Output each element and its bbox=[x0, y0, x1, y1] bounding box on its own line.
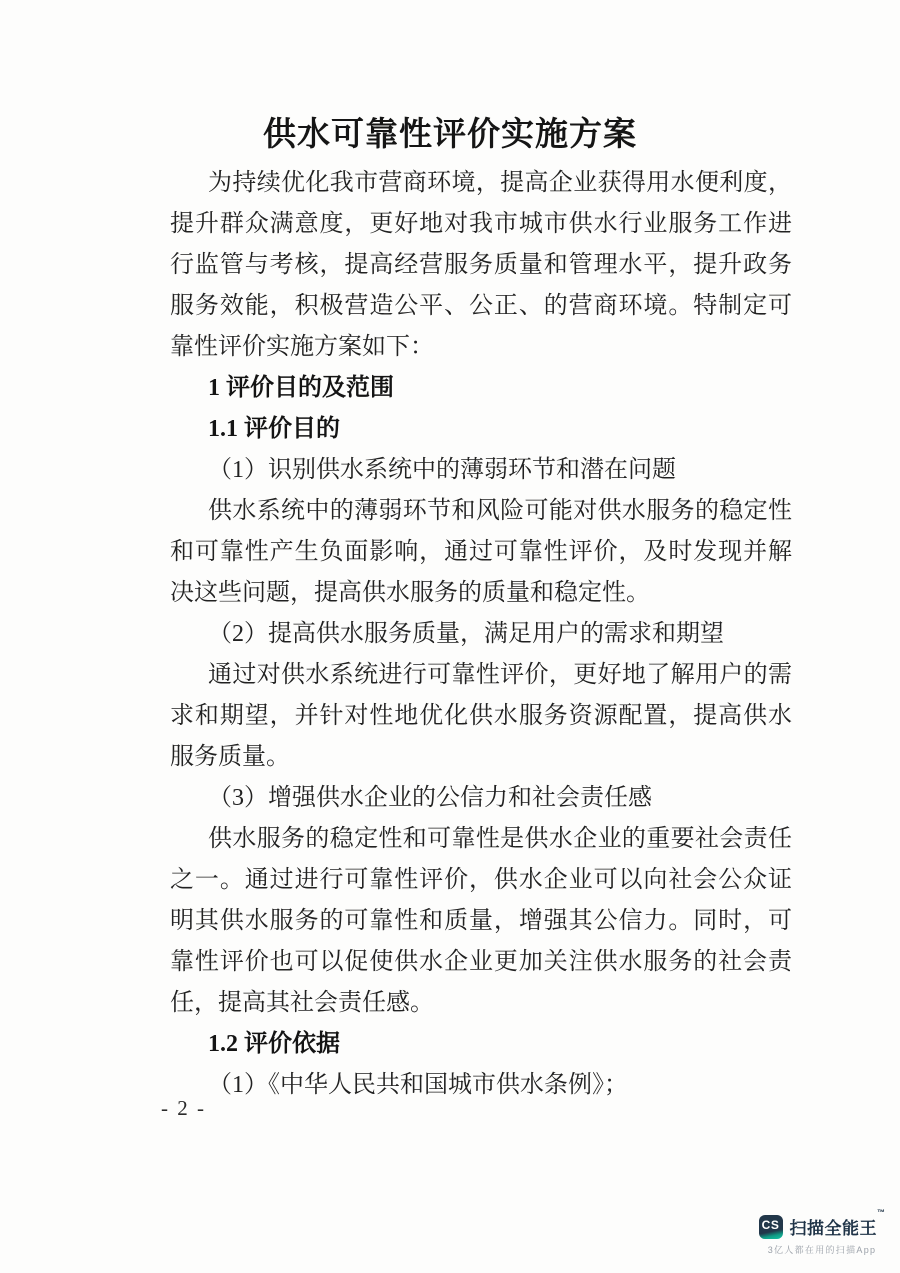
watermark-brand-row bbox=[759, 1208, 886, 1239]
list-item-basis-1: （1）《中华人民共和国城市供水条例》； bbox=[208, 1072, 628, 1098]
watermark-app-name-text: 扫描全能王 bbox=[789, 1219, 877, 1238]
document-body bbox=[170, 163, 792, 1106]
watermark-tagline: 3亿人都在用的扫描App bbox=[767, 1245, 877, 1255]
camscanner-logo-icon: CS bbox=[759, 1215, 783, 1239]
camscanner-watermark bbox=[759, 1208, 886, 1256]
paragraph-purpose-2: 通过对供水系统进行可靠性评价，更好地了解用户的需求和期望，并针对性地优化供水服务资源配置，提高供水服务质量。 bbox=[170, 662, 792, 770]
watermark-app-name bbox=[789, 1208, 886, 1239]
list-item-purpose-2: （2）提高供水服务质量，满足用户的需求和期望 bbox=[208, 621, 724, 647]
paragraph-intro: 为持续优化我市营商环境，提高企业获得用水便利度，提升群众满意度，更好地对我市城市供水行业服务工作进行监管与考核，提高经营服务质量和管理水平，提升政务服务效能，积极营造公平、公正、的营商环境。特制定可靠性评价实施方案如下： bbox=[170, 170, 792, 360]
heading-section-1-1: 1.1 评价目的 bbox=[208, 416, 340, 442]
paragraph-purpose-3: 供水服务的稳定性和可靠性是供水企业的重要社会责任之一。通过进行可靠性评价，供水企业可以向社会公众证明其供水服务的可靠性和质量，增强其公信力。同时，可靠性评价也可以促使供水企业更加关注供水服务的社会责任，提高其社会责任感。 bbox=[170, 826, 792, 1016]
document-title: 供水可靠性评价实施方案 bbox=[263, 117, 637, 154]
paragraph-purpose-1: 供水系统中的薄弱环节和风险可能对供水服务的稳定性和可靠性产生负面影响，通过可靠性评价，及时发现并解决这些问题，提高供水服务的质量和稳定性。 bbox=[170, 498, 792, 606]
page-number: - 2 - bbox=[161, 1096, 206, 1120]
trademark-symbol: ™ bbox=[877, 1208, 886, 1217]
list-item-purpose-1: （1）识别供水系统中的薄弱环节和潜在问题 bbox=[208, 457, 676, 483]
heading-section-1-2: 1.2 评价依据 bbox=[208, 1031, 340, 1057]
heading-section-1: 1 评价目的及范围 bbox=[208, 375, 394, 401]
list-item-purpose-3: （3）增强供水企业的公信力和社会责任感 bbox=[208, 785, 652, 811]
